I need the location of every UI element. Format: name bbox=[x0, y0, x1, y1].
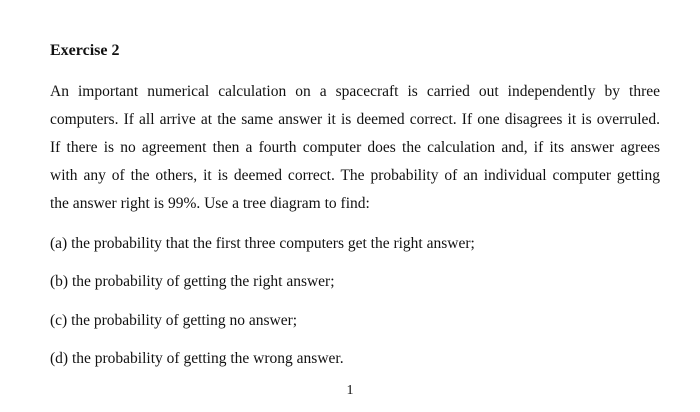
question-a: (a) the probability that the first three computers get the right answer; bbox=[50, 235, 475, 252]
paragraph-line: An important numerical calculation on a spacecraft is carried out independently by three bbox=[50, 83, 660, 100]
paragraph-line: If there is no agreement then a fourth computer does the calculation and, if its answer agrees bbox=[50, 139, 660, 156]
page-number: 1 bbox=[346, 383, 354, 398]
paragraph-line: the answer right is 99%. Use a tree diagram to find: bbox=[50, 195, 370, 212]
paragraph-line: with any of the others, it is deemed correct. The probability of an individual computer getting bbox=[50, 167, 660, 184]
question-c: (c) the probability of getting no answer; bbox=[50, 312, 298, 329]
paragraph-line: computers. If all arrive at the same answer it is deemed correct. If one disagrees it is overruled. bbox=[50, 111, 660, 128]
exercise-title: Exercise 2 bbox=[50, 42, 120, 59]
question-b: (b) the probability of getting the right answer; bbox=[50, 273, 335, 290]
question-d: (d) the probability of getting the wrong answer. bbox=[50, 350, 344, 367]
